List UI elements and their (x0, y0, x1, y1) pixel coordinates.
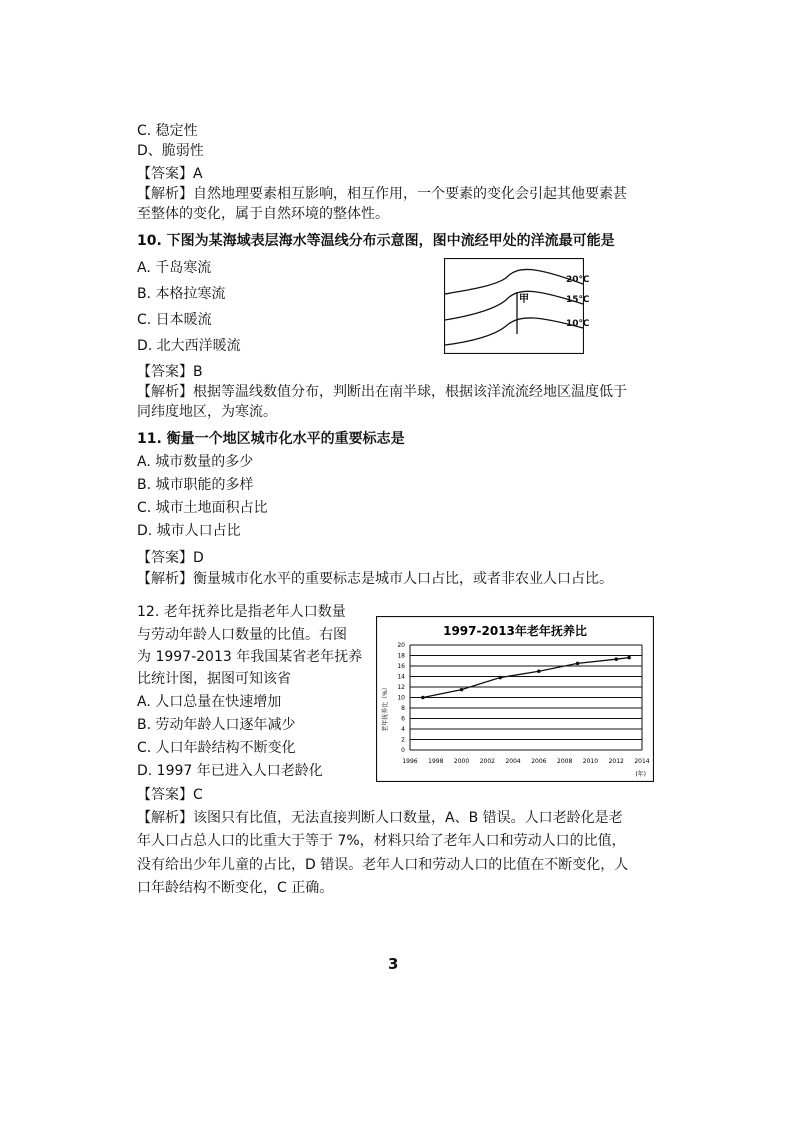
chart-y-tick-label: 4 (401, 726, 405, 733)
chart-x-tick-label: 2002 (479, 758, 495, 765)
chart-y-tick-label: 0 (401, 747, 405, 754)
q11-explanation: 【解析】衡量城市化水平的重要标志是城市人口占比，或者非农业人口占比。 (137, 571, 613, 587)
q12-explanation-line-4: 口年龄结构不断变化，C 正确。 (137, 880, 334, 896)
chart-data-point (498, 676, 502, 680)
q10-option-b: B. 本格拉寒流 (137, 286, 226, 302)
chart-data-point (627, 656, 631, 660)
jia-marker: 甲 (519, 294, 529, 305)
chart-x-tick-label: 2004 (505, 758, 521, 765)
chart-y-tick-label: 12 (397, 684, 405, 691)
isotherm-label-20: 20℃ (566, 275, 590, 285)
chart-data-point (614, 657, 618, 661)
q10-answer: 【答案】B (137, 364, 203, 380)
chart-x-axis-label: (年) (635, 771, 646, 778)
q10-explanation-line-2: 同纬度地区，为寒流。 (137, 404, 277, 420)
chart-y-tick-label: 8 (401, 705, 405, 712)
isotherm-diagram (444, 258, 584, 354)
q11-option-a: A. 城市数量的多少 (137, 454, 254, 470)
q11-option-b: B. 城市职能的多样 (137, 477, 254, 493)
q9-option-c: C. 稳定性 (137, 123, 198, 139)
chart-x-tick-label: 2010 (582, 758, 599, 765)
chart-x-tick-label: 2014 (634, 758, 650, 765)
chart-y-tick-label: 2 (401, 736, 405, 744)
q12-explanation-line-3: 没有给出少年儿童的占比，D 错误。老年人口和劳动人口的比值在不断变化，人 (137, 857, 629, 873)
q11-question: 11. 衡量一个地区城市化水平的重要标志是 (137, 431, 405, 447)
chart-x-tick-label: 1998 (428, 758, 444, 765)
q12-question-line-1: 12. 老年抚养比是指老年人口数量 (137, 604, 346, 620)
q11-option-c: C. 城市土地面积占比 (137, 500, 268, 516)
q9-answer: 【答案】A (137, 166, 203, 182)
q10-option-d: D. 北大西洋暖流 (137, 338, 241, 354)
page-number: 3 (388, 955, 399, 973)
chart-data-point (421, 696, 425, 700)
chart-y-tick-label: 20 (397, 642, 405, 649)
chart-data-point (576, 662, 580, 666)
chart-data-point (537, 669, 541, 673)
chart-y-tick-label: 14 (397, 673, 405, 681)
chart-y-tick-label: 16 (397, 663, 405, 670)
chart-x-tick-label: 1996 (402, 758, 418, 765)
chart-x-tick-label: 2000 (453, 758, 470, 765)
q12-option-c: C. 人口年龄结构不断变化 (137, 740, 296, 756)
q12-question-line-3: 为 1997-2013 年我国某省老年抚养 (137, 649, 363, 665)
q9-explanation-line-2: 至整体的变化，属于自然环境的整体性。 (137, 206, 389, 222)
q10-option-a: A. 千岛寒流 (137, 260, 212, 276)
chart-y-tick-label: 10 (397, 694, 405, 702)
q11-option-d: D. 城市人口占比 (137, 523, 241, 539)
q12-answer: 【答案】C (137, 787, 203, 803)
chart-data-point (460, 688, 464, 692)
q12-question-line-2: 与劳动年龄人口数量的比值。右图 (137, 627, 347, 643)
q11-answer: 【答案】D (137, 550, 204, 566)
chart-x-tick-label: 2008 (557, 758, 573, 765)
q12-question-line-4: 比统计图，据图可知该省 (137, 671, 291, 687)
q9-option-d: D、脆弱性 (137, 143, 204, 159)
dependency-ratio-chart (376, 616, 654, 782)
chart-y-tick-label: 18 (397, 652, 405, 660)
q10-question: 10. 下图为某海域表层海水等温线分布示意图，图中流经甲处的洋流最可能是 (137, 233, 615, 249)
chart-frame (377, 617, 654, 782)
q12-explanation-line-2: 年人口占总人口的比重大于等于 7%，材料只给了老年人口和劳动人口的比值， (137, 833, 626, 849)
chart-x-tick-label: 2006 (531, 758, 547, 765)
q12-option-b: B. 劳动年龄人口逐年减少 (137, 717, 296, 733)
q12-option-d: D. 1997 年已进入人口老龄化 (137, 763, 323, 779)
chart-y-axis-label: 老年抚养比（%） (382, 684, 389, 732)
q9-explanation-line-1: 【解析】自然地理要素相互影响，相互作用，一个要素的变化会引起其他要素甚 (137, 186, 627, 202)
chart-x-tick-label: 2012 (608, 758, 624, 765)
q12-option-a: A. 人口总量在快速增加 (137, 694, 282, 710)
chart-y-tick-label: 6 (401, 715, 405, 723)
q10-explanation-line-1: 【解析】根据等温线数值分布，判断出在南半球，根据该洋流流经地区温度低于 (137, 384, 627, 400)
chart-title: 1997-2013年老年抚养比 (443, 624, 587, 638)
isotherm-label-15: 15℃ (566, 295, 590, 305)
isotherm-label-10: 10℃ (566, 319, 590, 329)
q10-option-c: C. 日本暖流 (137, 312, 212, 328)
q12-explanation-line-1: 【解析】该图只有比值，无法直接判断人口数量，A、B 错误。人口老龄化是老 (137, 810, 623, 826)
